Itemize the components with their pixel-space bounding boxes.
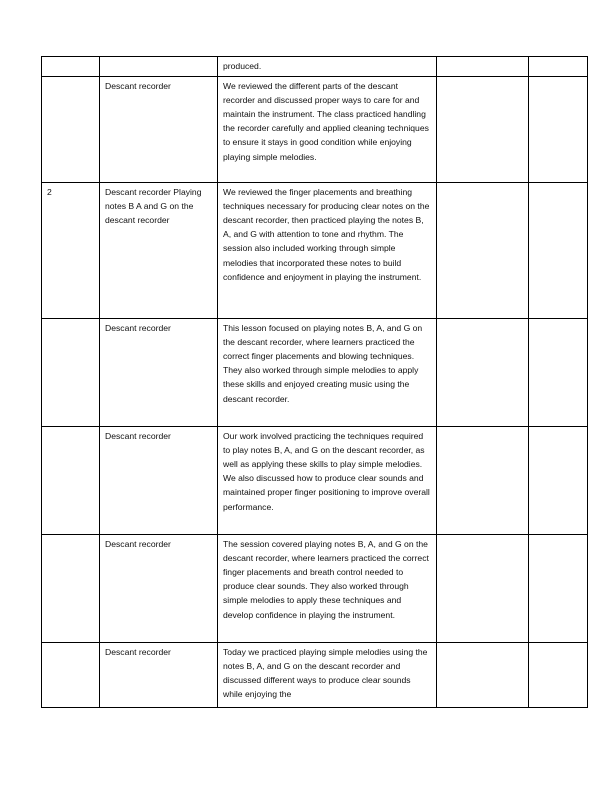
table-row: [42, 535, 588, 643]
week-cell: [42, 77, 100, 183]
description-cell: Today we practiced playing simple melodies using the notes B, A, and G on the descant recorder and discussed different ways to produce clear sounds while enjoying the: [218, 643, 437, 708]
blank-cell: [529, 77, 588, 183]
description-cell: produced.: [218, 57, 437, 77]
topic-cell: Descant recorder: [100, 427, 218, 535]
description-cell: Our work involved practicing the techniques required to play notes B, A, and G on the descant recorder, as well as applying these skills to play simple melodies. We also discussed how to produce clear sounds and maintained proper finger positioning to improve overall performance.: [218, 427, 437, 535]
blank-cell: [529, 183, 588, 319]
blank-cell: [437, 57, 529, 77]
blank-cell: [529, 427, 588, 535]
blank-cell: [437, 643, 529, 708]
week-cell: [42, 319, 100, 427]
blank-cell: [437, 183, 529, 319]
week-cell: [42, 535, 100, 643]
blank-cell: [529, 643, 588, 708]
table-row: [42, 427, 588, 535]
table-row: [42, 183, 588, 319]
blank-cell: [529, 57, 588, 77]
week-cell: 2: [42, 183, 100, 319]
description-cell: We reviewed the finger placements and breathing techniques necessary for producing clear notes on the descant recorder, then practiced playing the notes B, A, and G with attention to tone and rhythm. The session also included working through simple melodies that incorporated these notes to build confidence and enjoyment in playing the instrument.: [218, 183, 437, 319]
blank-cell: [437, 77, 529, 183]
topic-cell: Descant recorder: [100, 77, 218, 183]
description-cell: This lesson focused on playing notes B, A, and G on the descant recorder, where learners practiced the correct finger placements and blowing techniques. They also worked through simple melodies to apply these skills and enjoyed creating music using the descant recorder.: [218, 319, 437, 427]
topic-cell: Descant recorder Playing notes B A and G on the descant recorder: [100, 183, 218, 319]
topic-cell: Descant recorder: [100, 319, 218, 427]
blank-cell: [437, 535, 529, 643]
blank-cell: [529, 535, 588, 643]
description-cell: The session covered playing notes B, A, and G on the descant recorder, where learners practiced the correct finger placements and breath control needed to produce clear sounds. They also worked through simple melodies to apply these techniques and develop confidence in playing the instrument.: [218, 535, 437, 643]
table-row: [42, 57, 588, 77]
week-cell: [42, 643, 100, 708]
blank-cell: [437, 319, 529, 427]
blank-cell: [437, 427, 529, 535]
topic-cell: Descant recorder: [100, 643, 218, 708]
lesson-log-table: [41, 56, 588, 708]
description-cell: We reviewed the different parts of the descant recorder and discussed proper ways to care for and maintain the instrument. The class practiced handling the recorder carefully and applied cleaning techniques to ensure it stays in good condition while enjoying playing simple melodies.: [218, 77, 437, 183]
table-row: [42, 77, 588, 183]
topic-cell: Descant recorder: [100, 535, 218, 643]
table-row: [42, 643, 588, 708]
week-cell: [42, 427, 100, 535]
blank-cell: [529, 319, 588, 427]
table-row: [42, 319, 588, 427]
topic-cell: [100, 57, 218, 77]
week-cell: [42, 57, 100, 77]
